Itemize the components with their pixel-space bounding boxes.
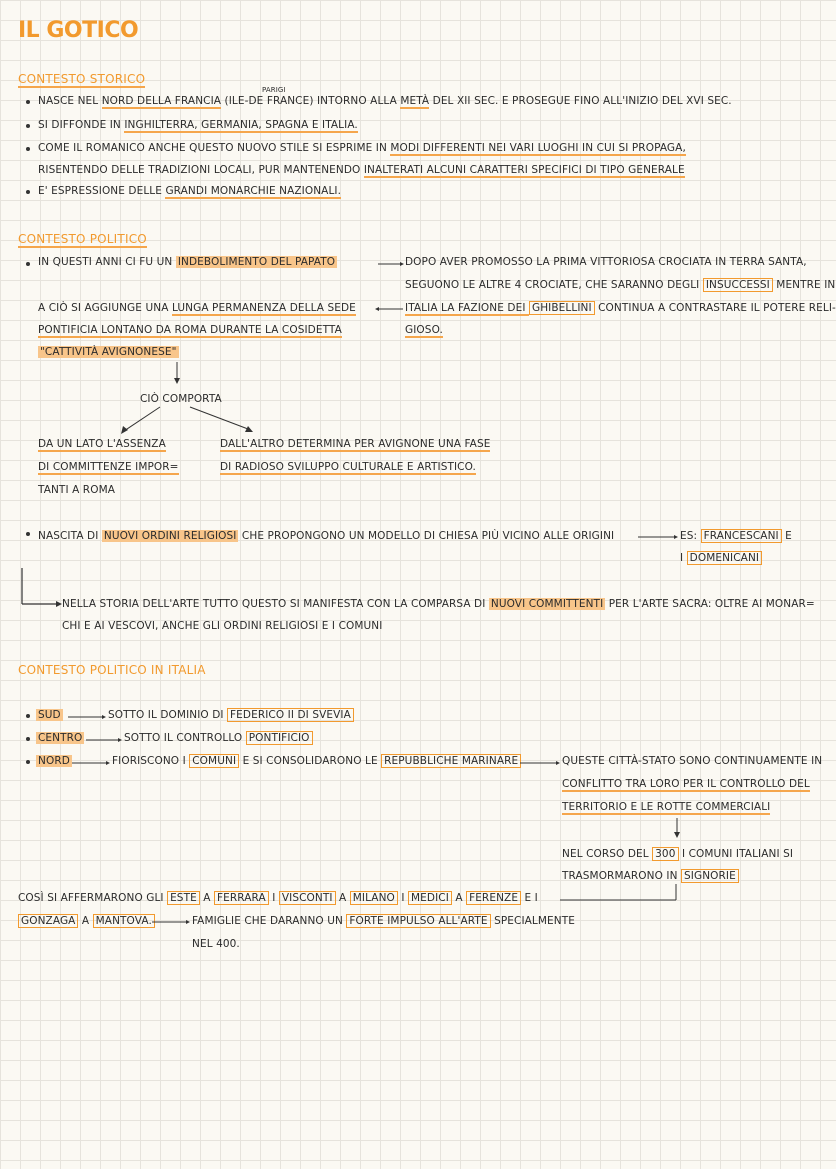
arrow-right-icon bbox=[68, 715, 106, 719]
conflitto-line-3: TERRITORIO E LE ROTTE COMMERCIALI bbox=[562, 801, 771, 813]
assenza-line-3: TANTI A ROMA bbox=[38, 484, 116, 496]
bullet bbox=[26, 760, 30, 764]
esempi-line-2: I DOMENICANI bbox=[680, 552, 762, 564]
avignon-line-2: PONTIFICIA LONTANO DA ROMA DURANTE LA COSIDETTA bbox=[38, 324, 342, 336]
papato-line-4: GIOSO. bbox=[405, 324, 443, 336]
bullet bbox=[26, 737, 30, 741]
impulso-line-2: NEL 400. bbox=[192, 938, 240, 950]
storico-line-1: NASCE NEL NORD DELLA FRANCIA (ILE-DE FRANCE) INTORNO ALLA METÀ DEL XII SEC. E PROSEGUE FINO ALL'INIZIO DEL XVI SEC. bbox=[38, 95, 732, 107]
arrow-left-icon bbox=[375, 307, 403, 311]
ordini-line: NASCITA DI NUOVI ORDINI RELIGIOSI CHE PROPONGONO UN MODELLO DI CHIESA PIÙ VICINO ALLE ORIGINI bbox=[38, 530, 615, 542]
bullet bbox=[26, 532, 30, 536]
page-title: IL GOTICO bbox=[18, 18, 139, 43]
arrow-right-icon bbox=[152, 920, 190, 924]
section-heading-politico: CONTESTO POLITICO bbox=[18, 232, 147, 246]
papato-line-1: DOPO AVER PROMOSSO LA PRIMA VITTORIOSA CROCIATA IN TERRA SANTA, bbox=[405, 256, 807, 268]
sud-text: SOTTO IL DOMINIO DI FEDERICO II DI SVEVIA bbox=[108, 709, 354, 721]
cio-comporta: CIÒ COMPORTA bbox=[140, 393, 222, 405]
bullet bbox=[26, 262, 30, 266]
avignon-line-1: A CIÒ SI AGGIUNGE UNA LUNGA PERMANENZA DELLA SEDE bbox=[38, 302, 356, 314]
label-centro: CENTRO bbox=[38, 732, 83, 744]
arrow-down-icon bbox=[674, 818, 680, 838]
sviluppo-line-1: DALL'ALTRO DETERMINA PER AVIGNONE UNA FASE bbox=[220, 438, 491, 450]
impulso-line-1: FAMIGLIE CHE DARANNO UN FORTE IMPULSO ALL'ARTE SPECIALMENTE bbox=[192, 915, 575, 927]
centro-text: SOTTO IL CONTROLLO PONTIFICIO bbox=[124, 732, 313, 744]
bullet bbox=[26, 190, 30, 194]
arrow-corner-icon bbox=[20, 568, 62, 610]
bullet bbox=[26, 147, 30, 151]
sviluppo-line-2: DI RADIOSO SVILUPPO CULTURALE E ARTISTICO. bbox=[220, 461, 476, 473]
avignon-line-3: "CATTIVITÀ AVIGNONESE" bbox=[40, 346, 177, 358]
storia-line-1: NELLA STORIA DELL'ARTE TUTTO QUESTO SI MANIFESTA CON LA COMPARSA DI NUOVI COMMITTENTI PER L'ARTE SACRA: OLTRE AI MONAR= bbox=[62, 598, 815, 610]
note-parigi: PARIGI bbox=[262, 86, 286, 94]
nord-text: FIORISCONO I COMUNI E SI CONSOLIDARONO LE REPUBBLICHE MARINARE bbox=[112, 755, 521, 767]
esempi-line-1: ES: FRANCESCANI E bbox=[680, 530, 792, 542]
arrow-down-icon bbox=[174, 362, 180, 384]
arrow-right-icon bbox=[520, 761, 560, 765]
storia-line-2: CHI E AI VESCOVI, ANCHE GLI ORDINI RELIGIOSI E I COMUNI bbox=[62, 620, 383, 632]
label-nord: NORD bbox=[38, 755, 70, 767]
assenza-line-1: DA UN LATO L'ASSENZA bbox=[38, 438, 166, 450]
storico-line-2: SI DIFFONDE IN INGHILTERRA, GERMANIA, SPAGNA E ITALIA. bbox=[38, 119, 358, 131]
connector-line-icon bbox=[560, 884, 680, 902]
papato-line-3: ITALIA LA FAZIONE DEI GHIBELLINI CONTINUA A CONTRASTARE IL POTERE RELI- bbox=[405, 302, 836, 314]
branch-arrows-icon bbox=[120, 407, 260, 435]
conflitto-line-2: CONFLITTO TRA LORO PER IL CONTROLLO DEL bbox=[562, 778, 810, 790]
signorie-line-2: TRASMORMARONO IN SIGNORIE bbox=[562, 870, 739, 882]
conflitto-line-1: QUESTE CITTÀ-STATO SONO CONTINUAMENTE IN bbox=[562, 755, 823, 767]
signorie-line-1: NEL CORSO DEL 300 I COMUNI ITALIANI SI bbox=[562, 848, 794, 860]
label-sud: SUD bbox=[38, 709, 61, 721]
arrow-right-icon bbox=[86, 738, 122, 742]
storico-line-4: E' ESPRESSIONE DELLE GRANDI MONARCHIE NAZIONALI. bbox=[38, 185, 342, 197]
assenza-line-2: DI COMMITTENZE IMPOR= bbox=[38, 461, 179, 473]
arrow-right-icon bbox=[72, 761, 110, 765]
storico-line-3b: RISENTENDO DELLE TRADIZIONI LOCALI, PUR MANTENENDO INALTERATI ALCUNI CARATTERI SPECIFICI DI TIPO GENERALE bbox=[38, 164, 685, 176]
bullet bbox=[26, 100, 30, 104]
section-heading-storico: CONTESTO STORICO bbox=[18, 72, 146, 86]
famiglie-line-1: COSÌ SI AFFERMARONO GLI ESTE A FERRARA I VISCONTI A MILANO I MEDICI A FERENZE E I bbox=[18, 892, 538, 904]
storico-line-3a: COME IL ROMANICO ANCHE QUESTO NUOVO STILE SI ESPRIME IN MODI DIFFERENTI NEI VARI LUOGHI IN CUI SI PROPAGA, bbox=[38, 142, 686, 154]
arrow-right-icon bbox=[378, 262, 404, 266]
bullet bbox=[26, 714, 30, 718]
politico-line-1: IN QUESTI ANNI CI FU UN INDEBOLIMENTO DEL PAPATO bbox=[38, 256, 336, 268]
arrow-right-icon bbox=[638, 535, 678, 539]
section-heading-italia: CONTESTO POLITICO IN ITALIA bbox=[18, 663, 206, 677]
bullet bbox=[26, 124, 30, 128]
papato-line-2: SEGUONO LE ALTRE 4 CROCIATE, CHE SARANNO DEGLI INSUCCESSI MENTRE IN bbox=[405, 279, 836, 291]
famiglie-line-2: GONZAGA A MANTOVA. bbox=[18, 915, 155, 927]
